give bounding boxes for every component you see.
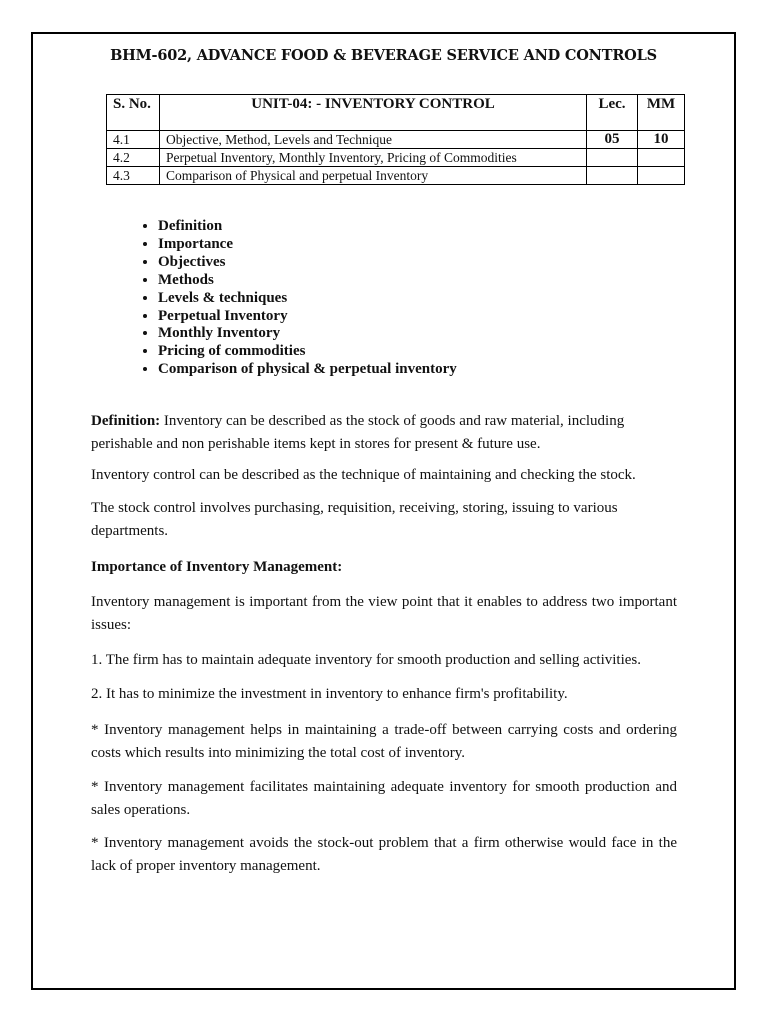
header-sno: S. No. (107, 95, 160, 131)
inventory-control-paragraph: Inventory control can be described as the technique of maintaining and checking the stock. (91, 467, 636, 483)
row-lec: 05 (587, 131, 638, 149)
table-header-row (107, 95, 685, 131)
tradeoff-paragraph: * Inventory management helps in maintaining a trade-off between carrying costs and ordering costs which results into minimizing the total cost of inventory. (91, 722, 677, 761)
stockout-paragraph: * Inventory management avoids the stock-out problem that a firm otherwise would face in the lack of proper inventory management. (91, 835, 677, 874)
document-title: BHM-602, ADVANCE FOOD & BEVERAGE SERVICE AND CONTROLS (110, 47, 657, 64)
row-mm (638, 167, 685, 185)
header-mm: MM (638, 95, 685, 131)
stock-control-paragraph: The stock control involves purchasing, requisition, receiving, storing, issuing to various departments. (91, 500, 618, 539)
importance-heading: Importance of Inventory Management: (91, 559, 343, 575)
definition-label: Definition: (91, 413, 161, 429)
row-topic: Perpetual Inventory, Monthly Inventory, Pricing of Commodities (160, 149, 587, 167)
list-item: • Definition (158, 218, 457, 236)
row-sno: 4.2 (107, 149, 160, 167)
row-sno: 4.1 (107, 131, 160, 149)
point-one-paragraph: 1. The firm has to maintain adequate inventory for smooth production and selling activities. (91, 652, 642, 668)
point-two-paragraph: 2. It has to minimize the investment in inventory to enhance firm's profitability. (91, 686, 568, 702)
list-item: • Methods (158, 272, 457, 290)
row-mm (638, 149, 685, 167)
unit-table (106, 94, 685, 185)
table-row (107, 149, 685, 167)
row-sno: 4.3 (107, 167, 160, 185)
table-row (107, 167, 685, 185)
table-row (107, 131, 685, 149)
list-item: • Objectives (158, 254, 457, 272)
definition-text: Inventory can be described as the stock of goods and raw material, including perishable and non perishable items kept in stores for present & future use. (91, 413, 625, 452)
row-lec (587, 149, 638, 167)
importance-intro-paragraph: Inventory management is important from the view point that it enables to address two important issues: (91, 594, 677, 633)
list-item: • Pricing of commodities (158, 343, 457, 361)
list-item: • Monthly Inventory (158, 325, 457, 343)
topics-list (105, 218, 457, 379)
list-item: • Comparison of physical & perpetual inventory (158, 361, 457, 379)
row-mm: 10 (638, 131, 685, 149)
list-item: • Perpetual Inventory (158, 308, 457, 326)
row-topic: Objective, Method, Levels and Technique (160, 131, 587, 149)
list-item: • Levels & techniques (158, 290, 457, 308)
row-topic: Comparison of Physical and perpetual Inventory (160, 167, 587, 185)
header-lec: Lec. (587, 95, 638, 131)
header-unit: UNIT-04: - INVENTORY CONTROL (160, 95, 587, 131)
adequate-inventory-paragraph: * Inventory management facilitates maintaining adequate inventory for smooth production and sales operations. (91, 779, 677, 818)
list-item: • Importance (158, 236, 457, 254)
row-lec (587, 167, 638, 185)
definition-paragraph (91, 410, 677, 456)
